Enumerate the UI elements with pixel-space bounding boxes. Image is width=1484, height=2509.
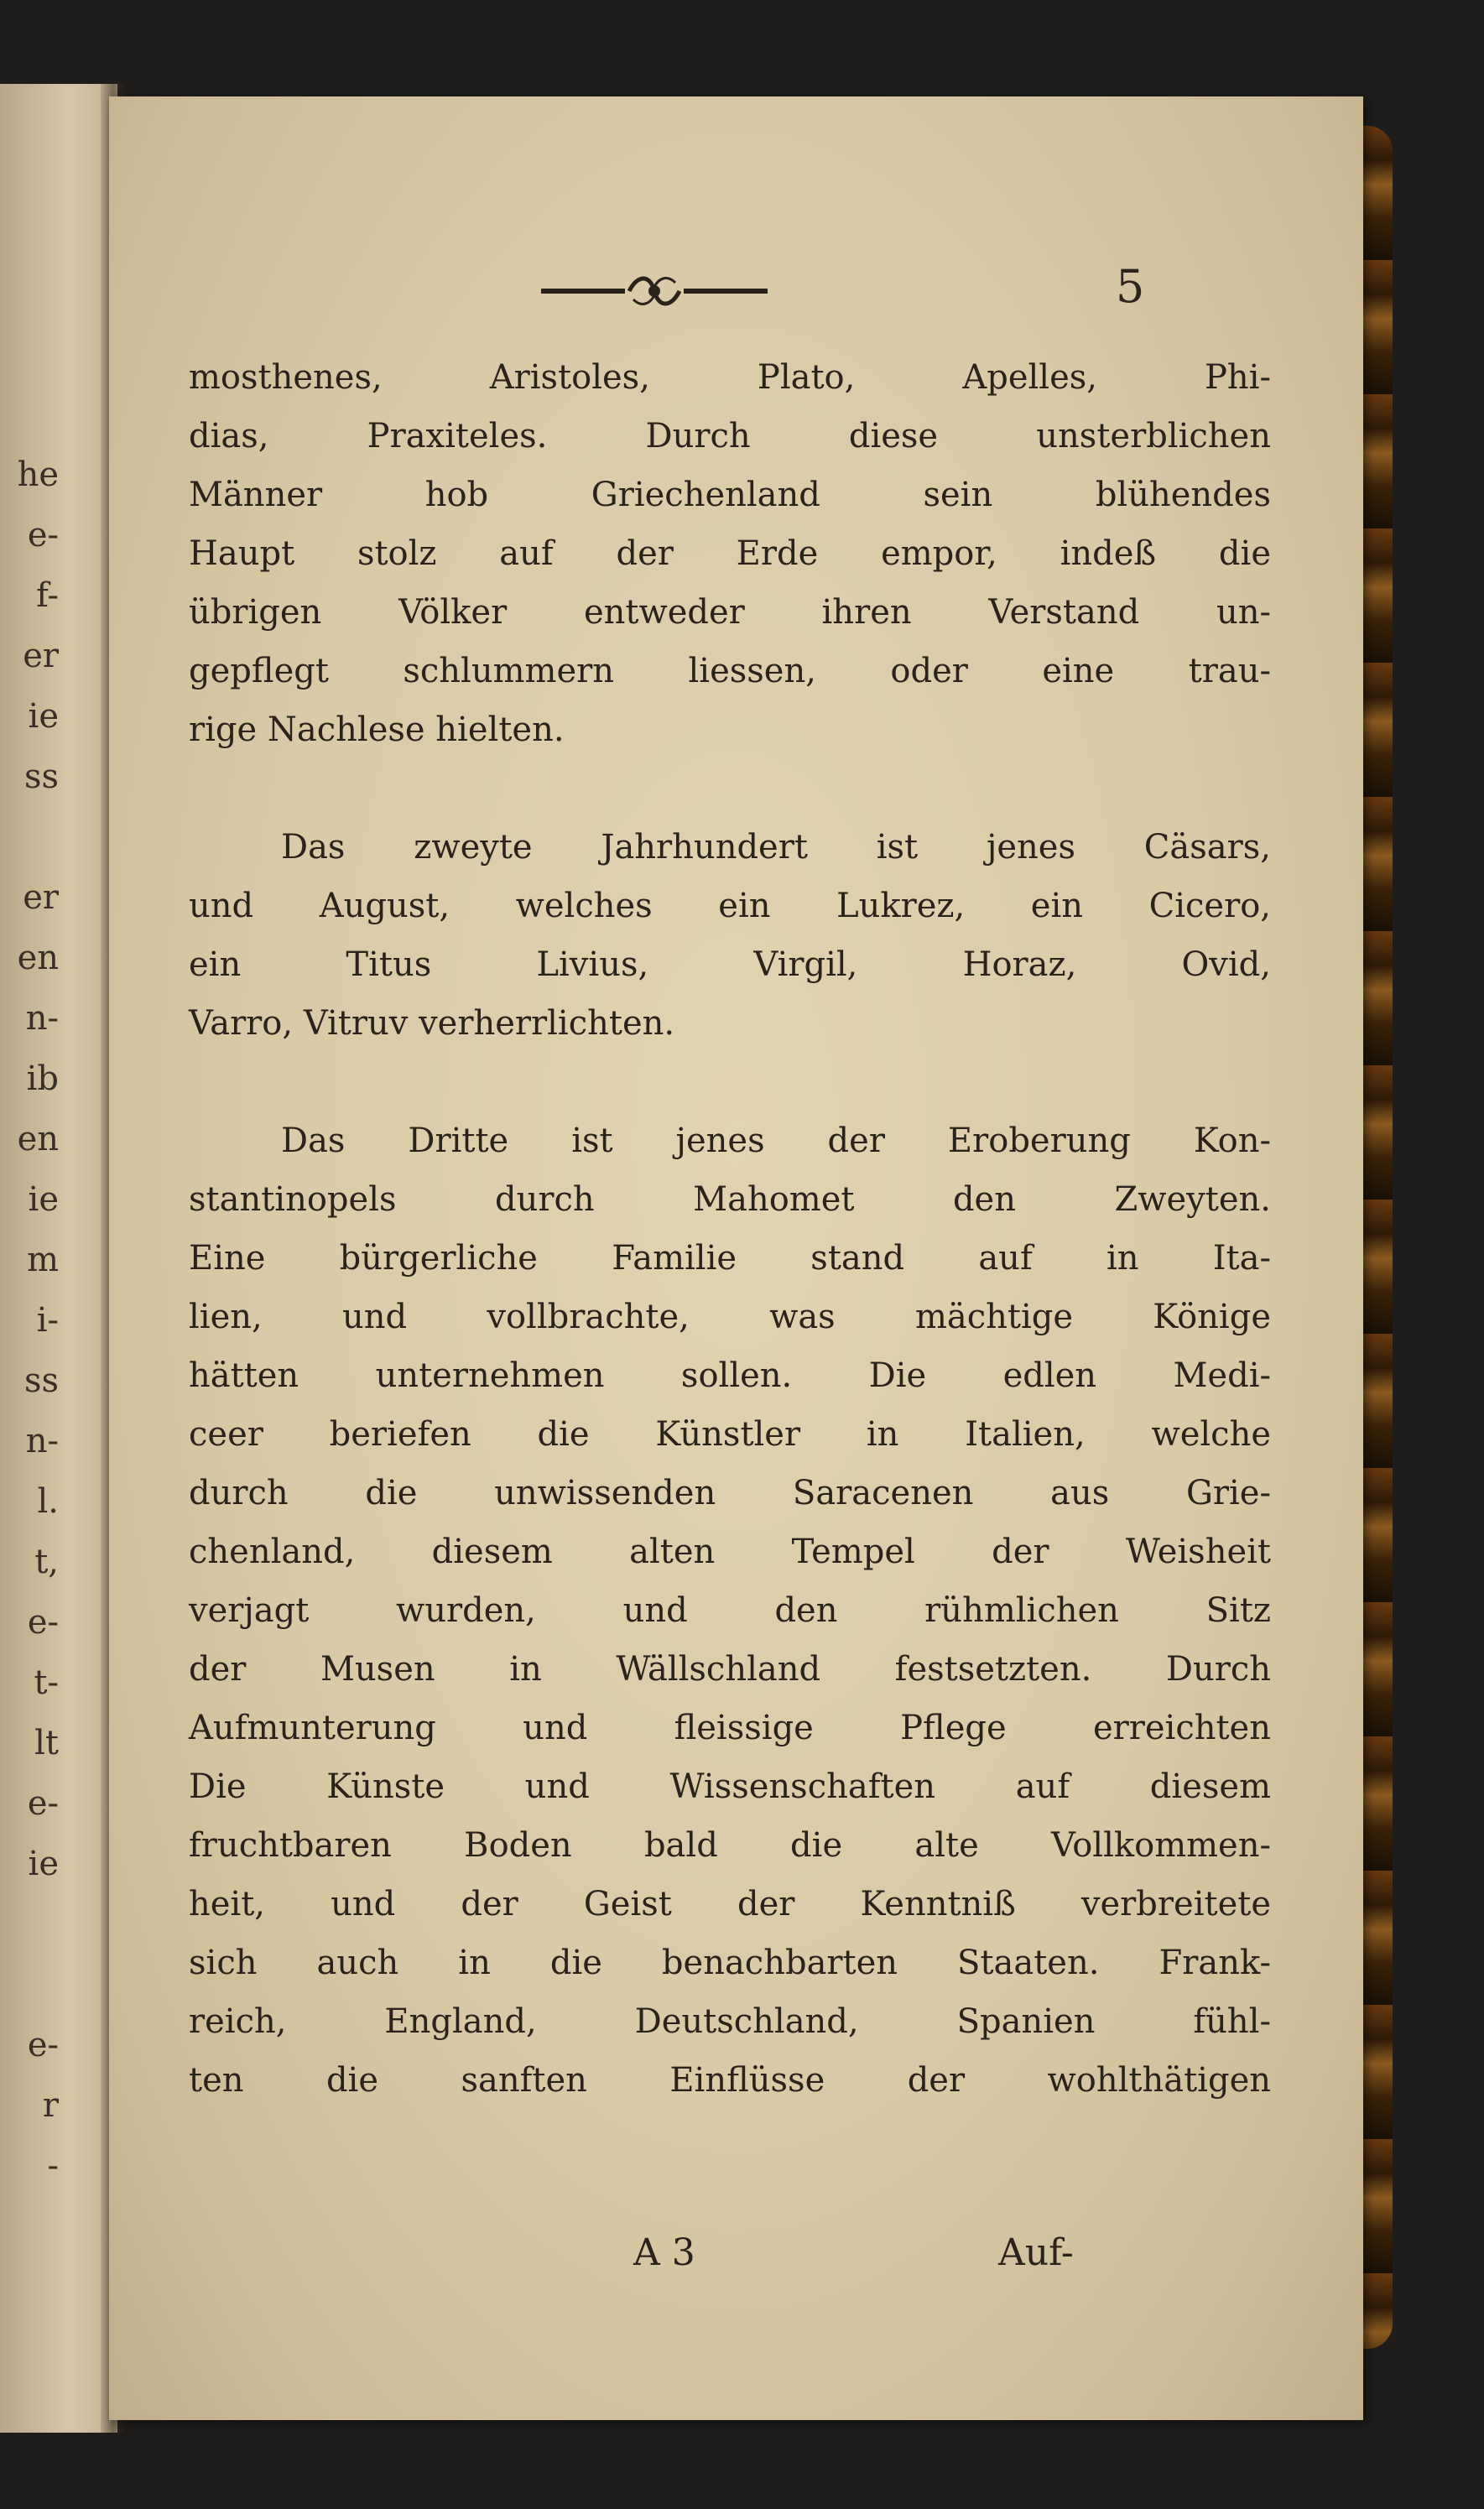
text-line: verjagt wurden, und den rühmlichen Sitz [189, 1591, 1271, 1630]
text-line: Haupt stolz auf der Erde empor, indeß die [189, 534, 1271, 573]
left-page-fragment [0, 807, 59, 867]
text-line: Eine bürgerliche Familie stand auf in Ita- [189, 1239, 1271, 1278]
text-line: Aufmunterung und fleissige Pflege erreichten [189, 1709, 1271, 1747]
left-page-fragment: e- [27, 2026, 59, 2064]
left-page-fragment [0, 1894, 59, 1955]
signature-mark: A 3 [633, 2231, 695, 2274]
left-page-fragment: ie [28, 1845, 59, 1883]
left-page-fragment: i- [36, 1301, 59, 1340]
text-line: lien, und vollbrachte, was mächtige Könige [189, 1298, 1271, 1336]
text-line: Das zweyte Jahrhundert ist jenes Cäsars, [281, 828, 1271, 867]
left-page-edge [0, 84, 117, 2433]
text-line: ceer beriefen die Künstler in Italien, welche [189, 1415, 1271, 1454]
text-line: durch die unwissenden Saracenen aus Grie- [189, 1474, 1271, 1512]
text-line: dias, Praxiteles. Durch diese unsterblichen [189, 417, 1271, 455]
text-line: mosthenes, Aristoles, Plato, Apelles, Phi- [189, 358, 1271, 397]
left-page-fragment: ss [23, 1361, 59, 1400]
left-page-fragment: t, [34, 1543, 59, 1581]
text-line: übrigen Völker entweder ihren Verstand un- [189, 593, 1271, 632]
left-page-fragment: l. [37, 1482, 59, 1521]
left-page-fragment: n- [25, 1422, 59, 1460]
page-header [109, 260, 1363, 327]
text-line: Varro, Vitruv verherrlichten. [189, 1004, 675, 1043]
left-page-fragment: ss [23, 757, 59, 796]
text-line: ein Titus Livius, Virgil, Horaz, Ovid, [189, 945, 1271, 984]
left-page-fragment: er [23, 878, 59, 917]
left-page-fragment: he [17, 455, 59, 494]
paragraph-gap [189, 759, 1271, 818]
left-page-fragment: lt [34, 1724, 59, 1762]
left-page-text-fragments [0, 445, 59, 2196]
page-footer [109, 2231, 1363, 2290]
paragraph [189, 1111, 1271, 2110]
catchword: Auf- [998, 2231, 1074, 2274]
text-line: rige Nachlese hielten. [189, 711, 565, 749]
text-line: chenland, diesem alten Tempel der Weisheit [189, 1533, 1271, 1571]
left-page-fragment: r [42, 2086, 59, 2125]
text-line: reich, England, Deutschland, Spanien fühl- [189, 2002, 1271, 2041]
text-line: heit, und der Geist der Kenntniß verbreitete [189, 1885, 1271, 1923]
left-page-fragment: - [47, 2147, 59, 2185]
left-page-fragment: m [27, 1241, 59, 1279]
text-line: stantinopels durch Mahomet den Zweyten. [189, 1180, 1271, 1219]
left-page-fragment: e- [27, 516, 59, 554]
text-line: der Musen in Wällschland festsetzten. Durch [189, 1650, 1271, 1689]
paragraph [189, 348, 1271, 759]
left-page-fragment: en [17, 1120, 59, 1158]
text-line: ten die sanften Einflüsse der wohlthätigen [189, 2061, 1271, 2100]
left-page-fragment [0, 1955, 59, 2015]
body-text [189, 348, 1271, 2110]
text-line: hätten unternehmen sollen. Die edlen Medi- [189, 1356, 1271, 1395]
text-line: Das Dritte ist jenes der Eroberung Kon- [281, 1122, 1271, 1160]
text-line: Männer hob Griechenland sein blühendes [189, 476, 1271, 514]
left-page-fragment: er [23, 637, 59, 675]
text-line: gepflegt schlummern liessen, oder eine trau- [189, 652, 1271, 690]
text-line: und August, welches ein Lukrez, ein Cicero, [189, 887, 1271, 925]
left-page-fragment: f- [36, 576, 59, 615]
left-page-fragment: n- [25, 999, 59, 1038]
text-line: fruchtbaren Boden bald die alte Vollkommen- [189, 1826, 1271, 1865]
paragraph [189, 818, 1271, 1053]
page-number: 5 [1116, 260, 1145, 313]
left-page-fragment: ie [28, 1180, 59, 1219]
text-line: Die Künste und Wissenschaften auf diesem [189, 1767, 1271, 1806]
left-page-fragment: e- [27, 1784, 59, 1823]
left-page-fragment: e- [27, 1603, 59, 1642]
text-line: sich auch in die benachbarten Staaten. Frank- [189, 1944, 1271, 1982]
left-page-fragment: ie [28, 697, 59, 736]
left-page-fragment: t- [34, 1663, 59, 1702]
right-page [109, 96, 1363, 2420]
left-page-fragment: en [17, 939, 59, 977]
paragraph-gap [189, 1053, 1271, 1111]
left-page-fragment: ib [26, 1059, 59, 1098]
printer-ornament-icon [533, 270, 776, 312]
